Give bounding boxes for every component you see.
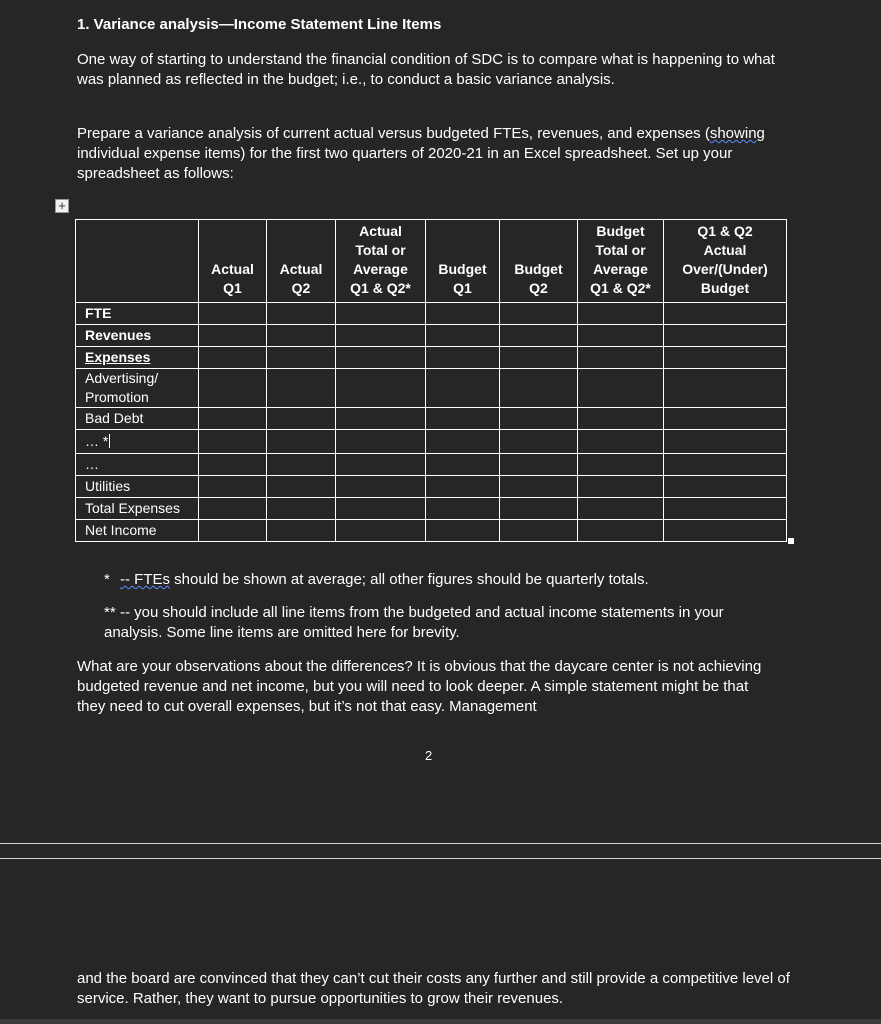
table-cell[interactable] bbox=[336, 498, 426, 520]
footnote-marker: ** bbox=[104, 604, 116, 621]
table-cell[interactable] bbox=[500, 369, 578, 408]
footnote-fte: * -- FTEs should be shown at average; all other figures should be quarterly totals. bbox=[104, 571, 649, 588]
table-cell[interactable] bbox=[500, 430, 578, 454]
table-row bbox=[76, 476, 787, 498]
table-cell[interactable] bbox=[426, 520, 500, 542]
row-label-ellipsis[interactable]: … bbox=[76, 454, 199, 476]
table-cell[interactable] bbox=[199, 476, 267, 498]
table-cell[interactable] bbox=[199, 408, 267, 430]
header-budget-q1[interactable]: Budget Q1 bbox=[426, 220, 500, 303]
table-cell[interactable] bbox=[500, 454, 578, 476]
section-heading: 1. Variance analysis—Income Statement Line Items bbox=[77, 16, 442, 33]
row-label-bad-debt[interactable]: Bad Debt bbox=[76, 408, 199, 430]
bottom-edge bbox=[0, 1019, 881, 1024]
table-cell[interactable] bbox=[664, 430, 787, 454]
table-cell[interactable] bbox=[199, 430, 267, 454]
table-row bbox=[76, 454, 787, 476]
row-label-fte[interactable]: FTE bbox=[76, 303, 199, 325]
table-cell[interactable] bbox=[578, 347, 664, 369]
table-cell[interactable] bbox=[578, 430, 664, 454]
page-break-line bbox=[0, 843, 881, 844]
table-cell[interactable] bbox=[199, 325, 267, 347]
table-cell[interactable] bbox=[336, 430, 426, 454]
header-actual-q2[interactable]: Actual Q2 bbox=[267, 220, 336, 303]
table-cell[interactable] bbox=[426, 325, 500, 347]
table-cell[interactable] bbox=[664, 347, 787, 369]
table-row bbox=[76, 408, 787, 430]
spellcheck-word[interactable]: showing bbox=[709, 125, 765, 142]
row-label-revenues[interactable]: Revenues bbox=[76, 325, 199, 347]
table-cell[interactable] bbox=[426, 430, 500, 454]
table-resize-handle[interactable] bbox=[788, 538, 794, 544]
table-cell[interactable] bbox=[199, 347, 267, 369]
continuation-paragraph: and the board are convinced that they can’t cut their costs any further and still provide a competitive level of service. Rather, they want to pursue opportunities to grow their revenues. bbox=[77, 970, 790, 1007]
table-cell[interactable] bbox=[664, 498, 787, 520]
variance-table bbox=[75, 219, 787, 542]
row-label-net-income[interactable]: Net Income bbox=[76, 520, 199, 542]
header-actual-total[interactable]: Actual Total or Average Q1 & Q2* bbox=[336, 220, 426, 303]
table-cell[interactable] bbox=[426, 498, 500, 520]
table-cell[interactable] bbox=[267, 303, 336, 325]
instructions-paragraph bbox=[77, 124, 817, 184]
table-cell[interactable] bbox=[578, 454, 664, 476]
table-cell[interactable] bbox=[578, 476, 664, 498]
table-cell[interactable] bbox=[199, 498, 267, 520]
table-cell[interactable] bbox=[500, 325, 578, 347]
footnote-line-items: ** -- you should include all line items from the budgeted and actual income statements in your analysis. Some line items are omitted here for brevity. bbox=[104, 604, 724, 641]
table-cell[interactable] bbox=[664, 369, 787, 408]
row-label-advertising[interactable]: Advertising/ Promotion bbox=[76, 369, 199, 408]
table-row bbox=[76, 498, 787, 520]
table-cell[interactable] bbox=[578, 325, 664, 347]
table-row bbox=[76, 347, 787, 369]
table-cell[interactable] bbox=[336, 408, 426, 430]
table-cell[interactable] bbox=[267, 369, 336, 408]
table-row bbox=[76, 303, 787, 325]
row-label-ellipsis-star[interactable]: … * bbox=[76, 430, 199, 454]
table-cell[interactable] bbox=[199, 520, 267, 542]
table-cell[interactable] bbox=[664, 476, 787, 498]
table-cell[interactable] bbox=[267, 408, 336, 430]
table-cell[interactable] bbox=[500, 476, 578, 498]
table-cell[interactable] bbox=[500, 520, 578, 542]
table-cell[interactable] bbox=[267, 454, 336, 476]
table-cell[interactable] bbox=[336, 325, 426, 347]
table-cell[interactable] bbox=[267, 476, 336, 498]
table-cell[interactable] bbox=[199, 369, 267, 408]
table-cell[interactable] bbox=[664, 408, 787, 430]
table-cell[interactable] bbox=[500, 303, 578, 325]
header-cell-blank[interactable] bbox=[76, 220, 199, 303]
table-cell[interactable] bbox=[336, 520, 426, 542]
table-cell[interactable] bbox=[267, 325, 336, 347]
table-cell[interactable] bbox=[500, 498, 578, 520]
table-cell[interactable] bbox=[578, 303, 664, 325]
table-cell[interactable] bbox=[336, 476, 426, 498]
table-cell[interactable] bbox=[336, 347, 426, 369]
row-label-utilities[interactable]: Utilities bbox=[76, 476, 199, 498]
header-budget-total[interactable]: Budget Total or Average Q1 & Q2* bbox=[578, 220, 664, 303]
spellcheck-word[interactable]: -- FTEs bbox=[120, 571, 170, 588]
table-row bbox=[76, 325, 787, 347]
table-cell[interactable] bbox=[199, 303, 267, 325]
table-cell[interactable] bbox=[267, 347, 336, 369]
table-cell[interactable] bbox=[426, 476, 500, 498]
table-header-row bbox=[76, 220, 787, 303]
table-cell[interactable] bbox=[426, 303, 500, 325]
instructions-text-start: Prepare a variance analysis of current actual versus budgeted FTEs, revenues, and expenses ( bbox=[77, 125, 710, 142]
table-cell[interactable] bbox=[267, 520, 336, 542]
table-cell[interactable] bbox=[578, 369, 664, 408]
table-cell[interactable] bbox=[500, 408, 578, 430]
table-cell[interactable] bbox=[336, 303, 426, 325]
table-row bbox=[76, 430, 787, 454]
header-budget-q2[interactable]: Budget Q2 bbox=[500, 220, 578, 303]
table-cell[interactable] bbox=[426, 369, 500, 408]
header-actual-q1[interactable]: Actual Q1 bbox=[199, 220, 267, 303]
table-cell[interactable] bbox=[336, 369, 426, 408]
table-cell[interactable] bbox=[578, 520, 664, 542]
table-cell[interactable] bbox=[426, 454, 500, 476]
page-number: 2 bbox=[425, 748, 433, 763]
table-cell[interactable] bbox=[500, 347, 578, 369]
table-cell[interactable] bbox=[664, 454, 787, 476]
table-cell[interactable] bbox=[267, 498, 336, 520]
page-break-line bbox=[0, 858, 881, 859]
table-move-handle-icon[interactable]: + bbox=[55, 199, 69, 213]
row-label-total-expenses[interactable]: Total Expenses bbox=[76, 498, 199, 520]
table-cell[interactable] bbox=[267, 430, 336, 454]
table-row bbox=[76, 369, 787, 408]
table-cell[interactable] bbox=[664, 325, 787, 347]
header-variance[interactable]: Q1 & Q2 Actual Over/(Under) Budget bbox=[664, 220, 787, 303]
table-row bbox=[76, 520, 787, 542]
table-cell[interactable] bbox=[578, 408, 664, 430]
table-cell[interactable] bbox=[664, 520, 787, 542]
intro-paragraph: One way of starting to understand the financial condition of SDC is to compare what is happening to what was planned as reflected in the budget; i.e., to conduct a basic variance analysis. bbox=[77, 51, 775, 88]
row-label-expenses[interactable]: Expenses bbox=[76, 347, 199, 369]
table-cell[interactable] bbox=[336, 454, 426, 476]
table-cell[interactable] bbox=[664, 303, 787, 325]
table-cell[interactable] bbox=[426, 408, 500, 430]
observations-paragraph: What are your observations about the differences? It is obvious that the daycare center is not achieving budgeted revenue and net income, but you will need to look deeper. A simple statement might be that they need to cut overall expenses, but it’s not that easy. Management bbox=[77, 658, 762, 715]
table-cell[interactable] bbox=[578, 498, 664, 520]
text-cursor bbox=[109, 434, 110, 448]
instructions-text-end: individual expense items) for the first two quarters of 2020-21 in an Excel spreadsheet. Set up your spreadsheet as follows: bbox=[77, 145, 733, 182]
table-cell[interactable] bbox=[426, 347, 500, 369]
table-cell[interactable] bbox=[199, 454, 267, 476]
footnote-marker: * bbox=[104, 571, 110, 588]
